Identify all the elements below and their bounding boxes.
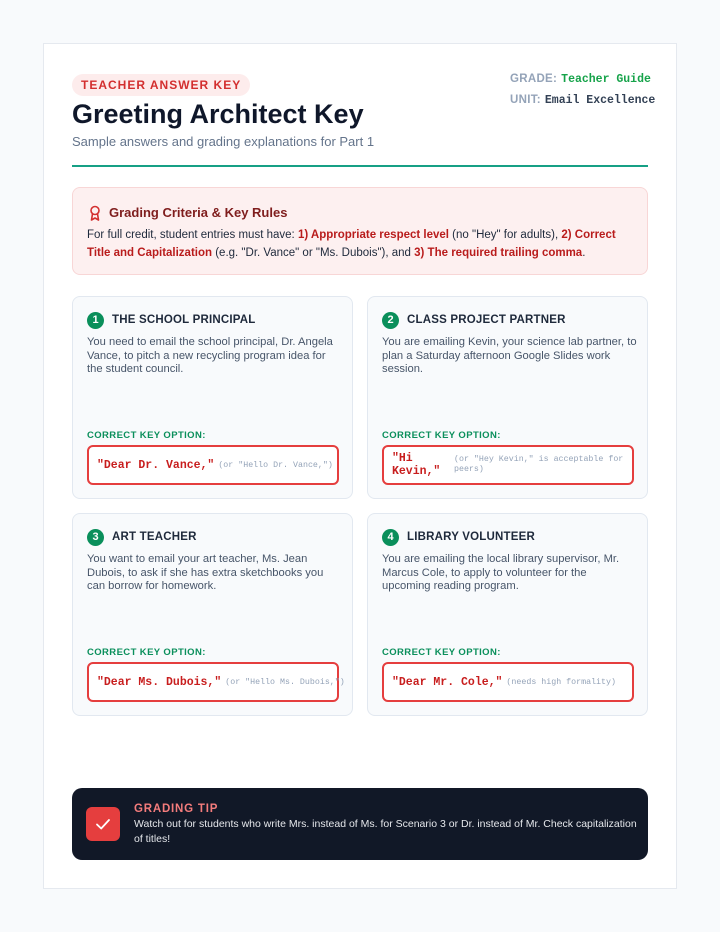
answer-alternate: (or "Hey Kevin," is acceptable for peers): [454, 455, 624, 474]
criteria-text: [87, 226, 635, 262]
scenario-title: CLASS PROJECT PARTNER: [407, 314, 566, 326]
teacher-answer-key-badge: TEACHER ANSWER KEY: [72, 74, 250, 96]
answer-box: [87, 662, 345, 702]
scenario-number: 2: [382, 312, 399, 329]
checkmark-icon: [86, 807, 120, 841]
scenario-title: THE SCHOOL PRINCIPAL: [112, 314, 256, 326]
scenario-description: You want to email your art teacher, Ms. Jean Dubois, to ask if she has extra sketchbooks you can borrow for homework.: [87, 553, 324, 593]
unit-value: Email Excellence: [544, 94, 656, 107]
correct-key-label: CORRECT KEY OPTION:: [382, 647, 501, 658]
answer-alternate: (or "Hello Ms. Dubois,"): [225, 677, 345, 687]
award-ribbon-icon: [88, 205, 102, 221]
scenario-number: 1: [87, 312, 104, 329]
criteria-heading: Grading Criteria & Key Rules: [109, 205, 288, 220]
criteria-rule-1: 1) Appropriate respect level: [297, 229, 449, 241]
header-divider: [72, 165, 648, 167]
criteria-intro: For full credit, student entries must have:: [87, 229, 298, 241]
grade-meta: [510, 73, 670, 86]
checkmark-glyph: [86, 807, 120, 841]
answer-alternate: (needs high formality): [506, 677, 616, 687]
grading-tip-heading: GRADING TIP: [134, 803, 219, 815]
answer-box: [87, 445, 339, 485]
correct-key-label: CORRECT KEY OPTION:: [87, 430, 206, 441]
criteria-rule-2: 2) Correct Title and Capitalization: [87, 229, 616, 259]
criteria-rule-2-note: (e.g. "Dr. Vance" or "Ms. Dubois"), and: [212, 247, 415, 259]
grade-label: GRADE:: [510, 73, 558, 85]
grading-criteria-panel: [72, 187, 648, 275]
unit-label: UNIT:: [510, 94, 541, 106]
scenario-card-principal: [72, 296, 353, 499]
scenario-title: ART TEACHER: [112, 531, 197, 543]
answer-text: "Dear Dr. Vance,": [97, 458, 215, 472]
grading-tip-text: Watch out for students who write Mrs. instead of Ms. for Scenario 3 or Dr. instead of Mr. Check capitalization of titles!: [134, 818, 637, 845]
scenario-title: LIBRARY VOLUNTEER: [407, 531, 535, 543]
scenario-number: 4: [382, 529, 399, 546]
answer-alternate: (or "Hello Dr. Vance,"): [218, 460, 333, 470]
criteria-rule-3: 3) The required trailing comma: [414, 247, 583, 259]
grade-value: Teacher Guide: [561, 73, 651, 86]
answer-text: "Dear Mr. Cole,": [392, 675, 503, 689]
scenario-number: 3: [87, 529, 104, 546]
criteria-rule-1-note: (no "Hey" for adults),: [448, 229, 562, 241]
answer-box: [382, 662, 634, 702]
grading-tip-panel: [72, 788, 648, 860]
unit-meta: [510, 94, 670, 107]
scenario-description: You need to email the school principal, Dr. Angela Vance, to pitch a new recycling program idea for the student council.: [87, 336, 333, 376]
scenario-description: You are emailing Kevin, your science lab partner, to plan a Saturday afternoon Google Slides work session.: [382, 336, 637, 376]
answer-text: "Hi Kevin,": [392, 452, 441, 478]
page-title: Greeting Architect Key: [72, 99, 364, 129]
correct-key-label: CORRECT KEY OPTION:: [87, 647, 206, 658]
scenario-card-art-teacher: [72, 513, 353, 716]
scenario-card-library-volunteer: [367, 513, 648, 716]
answer-box: [382, 445, 634, 485]
scenario-card-project-partner: [367, 296, 648, 499]
answer-text: "Dear Ms. Dubois,": [97, 675, 222, 689]
criteria-end: .: [582, 247, 586, 259]
correct-key-label: CORRECT KEY OPTION:: [382, 430, 501, 441]
page-subtitle: Sample answers and grading explanations for Part 1: [72, 134, 375, 149]
scenario-description: You are emailing the local library supervisor, Mr. Marcus Cole, to apply to volunteer for the upcoming reading program.: [382, 553, 620, 593]
answer-key-page: [43, 43, 677, 889]
